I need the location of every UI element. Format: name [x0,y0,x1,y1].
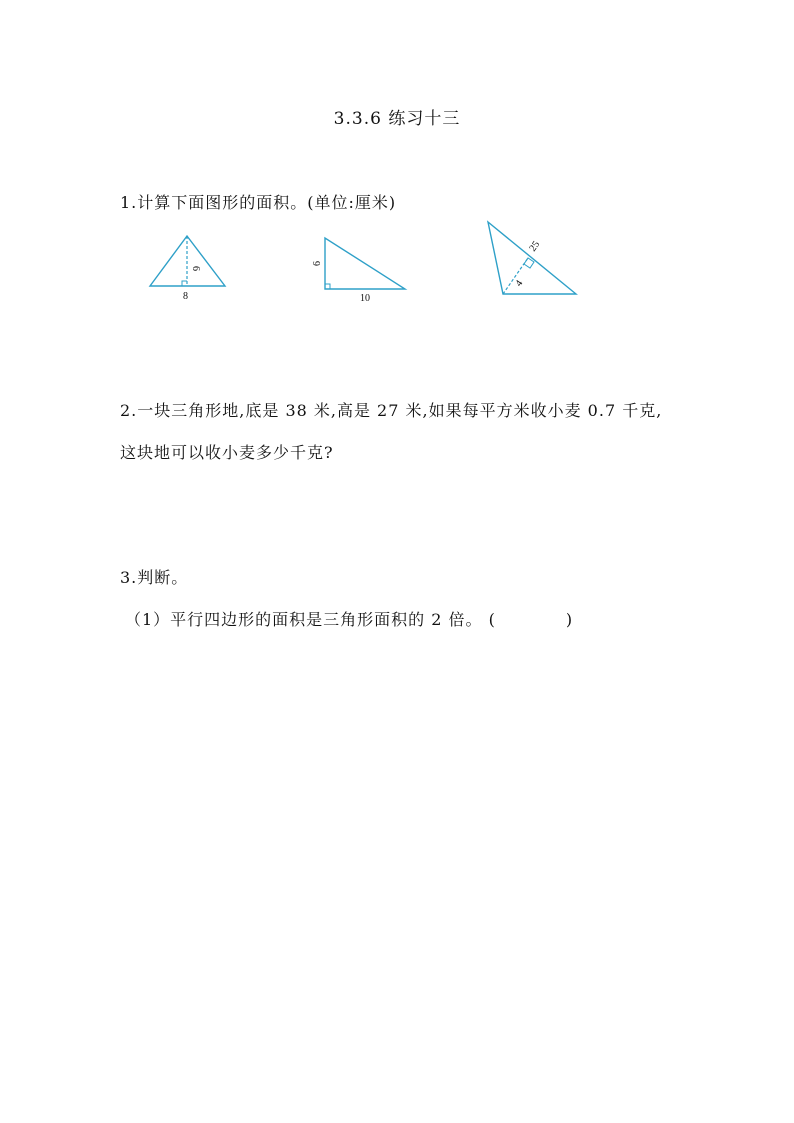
question-3-text: 3.判断。 [120,568,189,587]
question-2-line-1: 2.一块三角形地,底是 38 米,高是 27 米,如果每平方米收小麦 0.7 千克, [120,401,663,420]
question-3-item-1-text: （1）平行四边形的面积是三角形面积的 2 倍。 [125,610,483,629]
figure-1-base-label: 8 [183,291,188,302]
figure-3-height-label: 4 [513,278,526,289]
figure-1-triangle [150,236,225,302]
figure-2-height-label: 6 [312,261,323,266]
answer-paren-close: ) [565,610,574,629]
question-3-item-1 [125,607,573,630]
figure-1-height-label: 6 [190,266,201,271]
answer-paren-open: ( [488,610,496,629]
question-1-text: 1.计算下面图形的面积。(单位:厘米) [120,193,397,212]
figure-3-triangle [488,222,576,294]
figure-2-triangle [312,238,405,304]
page-title: 3.3.6 练习十三 [333,109,461,129]
figure-3-side-label: 25 [527,239,543,254]
question-2-line-2: 这块地可以收小麦多少千克? [120,443,334,462]
figure-2-base-label: 10 [360,293,370,304]
